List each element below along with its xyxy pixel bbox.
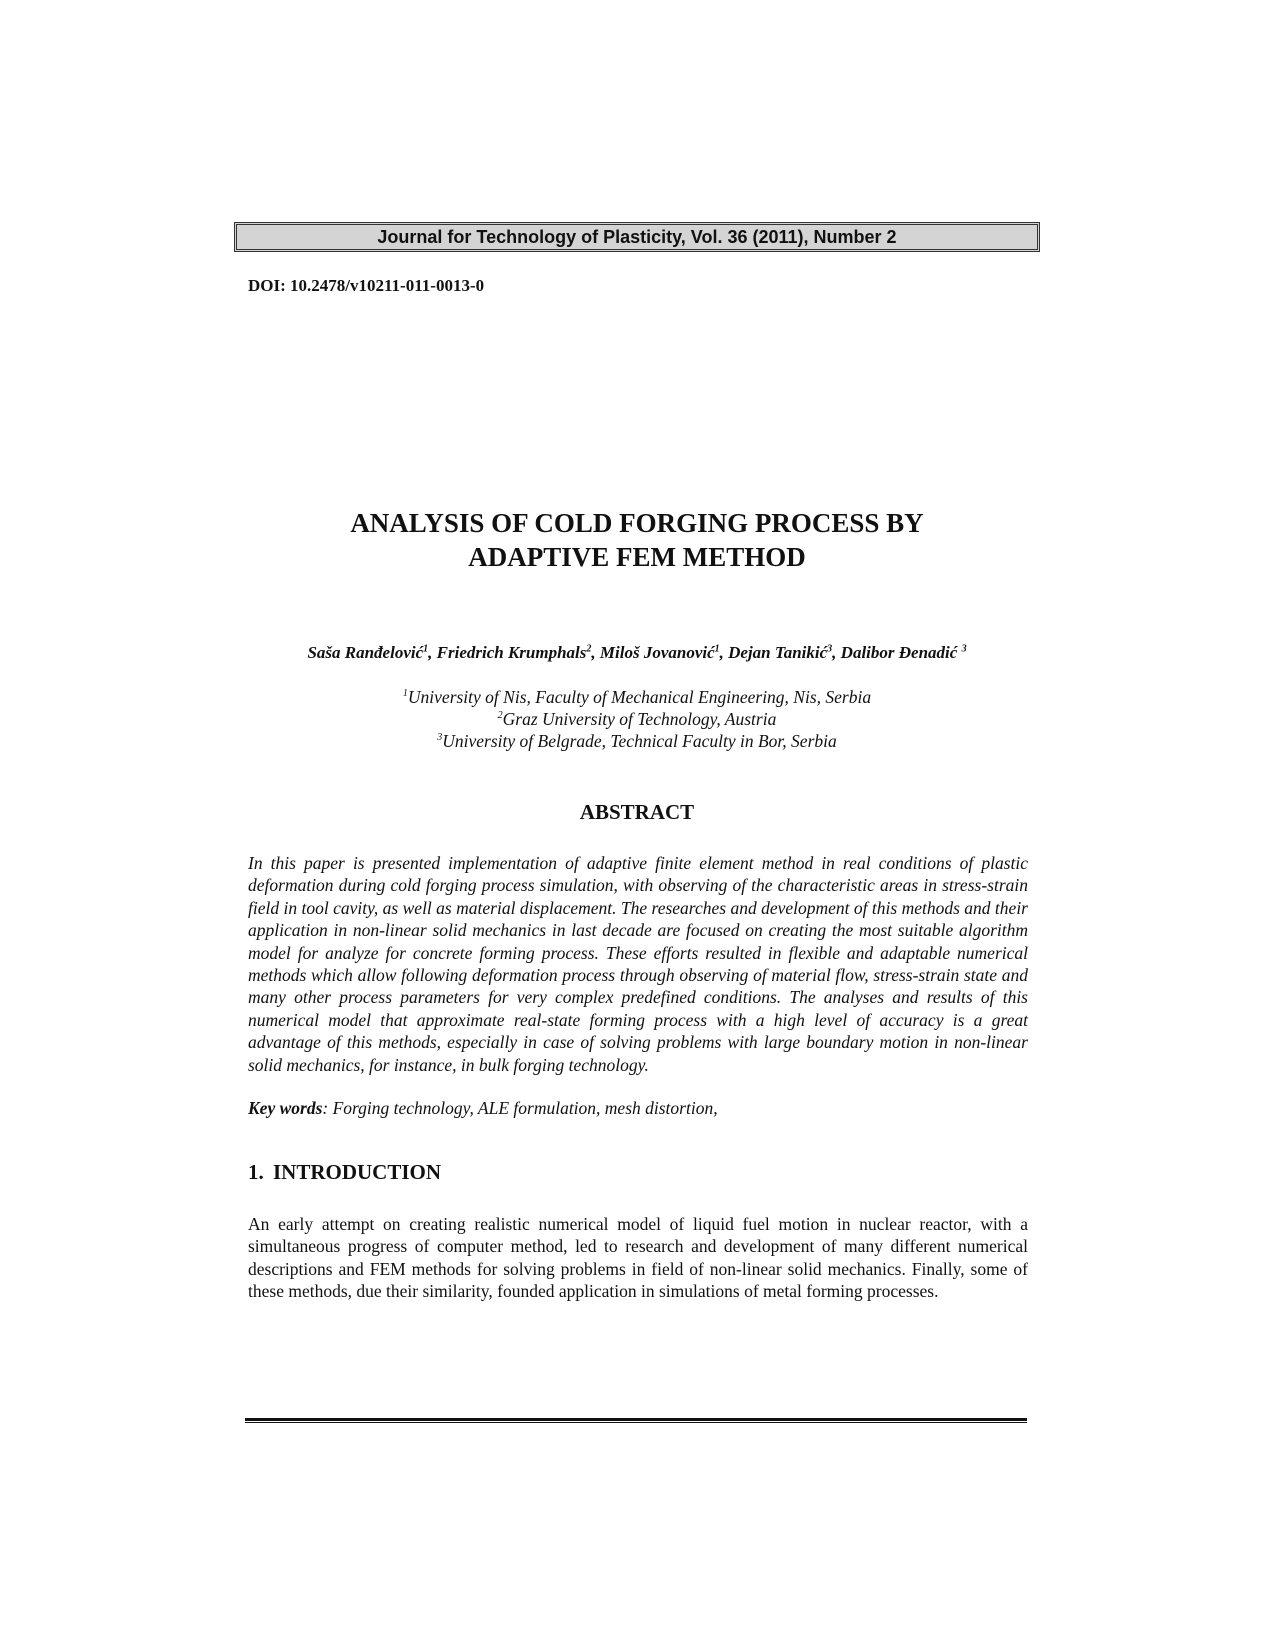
- author-affiliation-mark: 1: [423, 643, 429, 655]
- affiliation-list: [237, 686, 1037, 752]
- affiliation-text: University of Nis, Faculty of Mechanical Engineering, Nis, Serbia: [407, 687, 872, 707]
- abstract-heading: ABSTRACT: [579, 800, 695, 824]
- affiliation-line: [237, 730, 1037, 752]
- journal-header-bar: [234, 222, 1040, 252]
- affiliation-line: [237, 686, 1037, 708]
- introduction-text: An early attempt on creating realistic numerical model of liquid fuel motion in nuclear reactor, with a simultaneous progress of computer method, led to research and development of many different numerical descriptions and FEM methods for solving problems in field of non-linear solid mechanics. Finally, some of these methods, due their similarity, founded application in simulations of metal forming processes.: [248, 1214, 1028, 1302]
- section-heading-introduction: 1. INTRODUCTION: [248, 1160, 442, 1184]
- author-name: Dalibor Đenadić: [840, 643, 962, 662]
- author-separator: ,: [719, 643, 729, 662]
- author-affiliation-mark: 1: [714, 643, 720, 655]
- abstract-text: In this paper is presented implementation of adaptive finite element method in real conditions of plastic deformation during cold forging process simulation, with observing of the characteristic areas in stress-strain field in tool cavity, as well as material displacement. The researches and development of this methods and their application in non-linear solid mechanics in last decade are focused on creating the most suitable algorithm model for analyze for concrete forming process. These efforts resulted in flexible and adaptable numerical methods which allow following deformation process through observing of material flow, stress-strain state and many other process parameters for very complex predefined conditions. The analyses and results of this numerical model that approximate real-state forming process with a high level of accuracy is a great advantage of this methods, especially in case of solving problems with large boundary motion in non-linear solid mechanics, for instance, in bulk forging technology.: [248, 853, 1028, 1075]
- author-name: Miloš Jovanović: [599, 643, 715, 662]
- affiliation-line: [237, 708, 1037, 730]
- affiliation-mark: 2: [497, 710, 503, 722]
- keywords-line: [248, 1098, 1028, 1119]
- title-line-1: ANALYSIS OF COLD FORGING PROCESS BY: [350, 508, 924, 538]
- doi: DOI: 10.2478/v10211-011-0013-0: [248, 276, 485, 295]
- footer-divider: [245, 1418, 1027, 1423]
- keywords-label: Key words: [248, 1098, 323, 1118]
- author-name: Saša Ranđelović: [307, 643, 424, 662]
- affiliation-mark: 1: [402, 688, 408, 700]
- affiliation-mark: 3: [437, 732, 443, 744]
- author-affiliation-mark: 3: [961, 643, 967, 655]
- author-name: Dejan Tanikić: [728, 643, 828, 662]
- author-separator: ,: [428, 643, 437, 662]
- author-name: Friedrich Krumphals: [436, 643, 587, 662]
- affiliation-text: Graz University of Technology, Austria: [502, 709, 777, 729]
- author-affiliation-mark: 2: [586, 643, 592, 655]
- journal-header-text: Journal for Technology of Plasticity, Vol. 36 (2011), Number 2: [377, 226, 897, 247]
- author-list: [237, 643, 1037, 663]
- author-separator: ,: [832, 643, 841, 662]
- paper-title: [237, 506, 1037, 574]
- title-line-2: ADAPTIVE FEM METHOD: [468, 542, 806, 572]
- keywords-text: : Forging technology, ALE formulation, mesh distortion,: [322, 1098, 718, 1118]
- author-separator: ,: [591, 643, 600, 662]
- author-affiliation-mark: 3: [827, 643, 833, 655]
- affiliation-text: University of Belgrade, Technical Faculty in Bor, Serbia: [442, 731, 837, 751]
